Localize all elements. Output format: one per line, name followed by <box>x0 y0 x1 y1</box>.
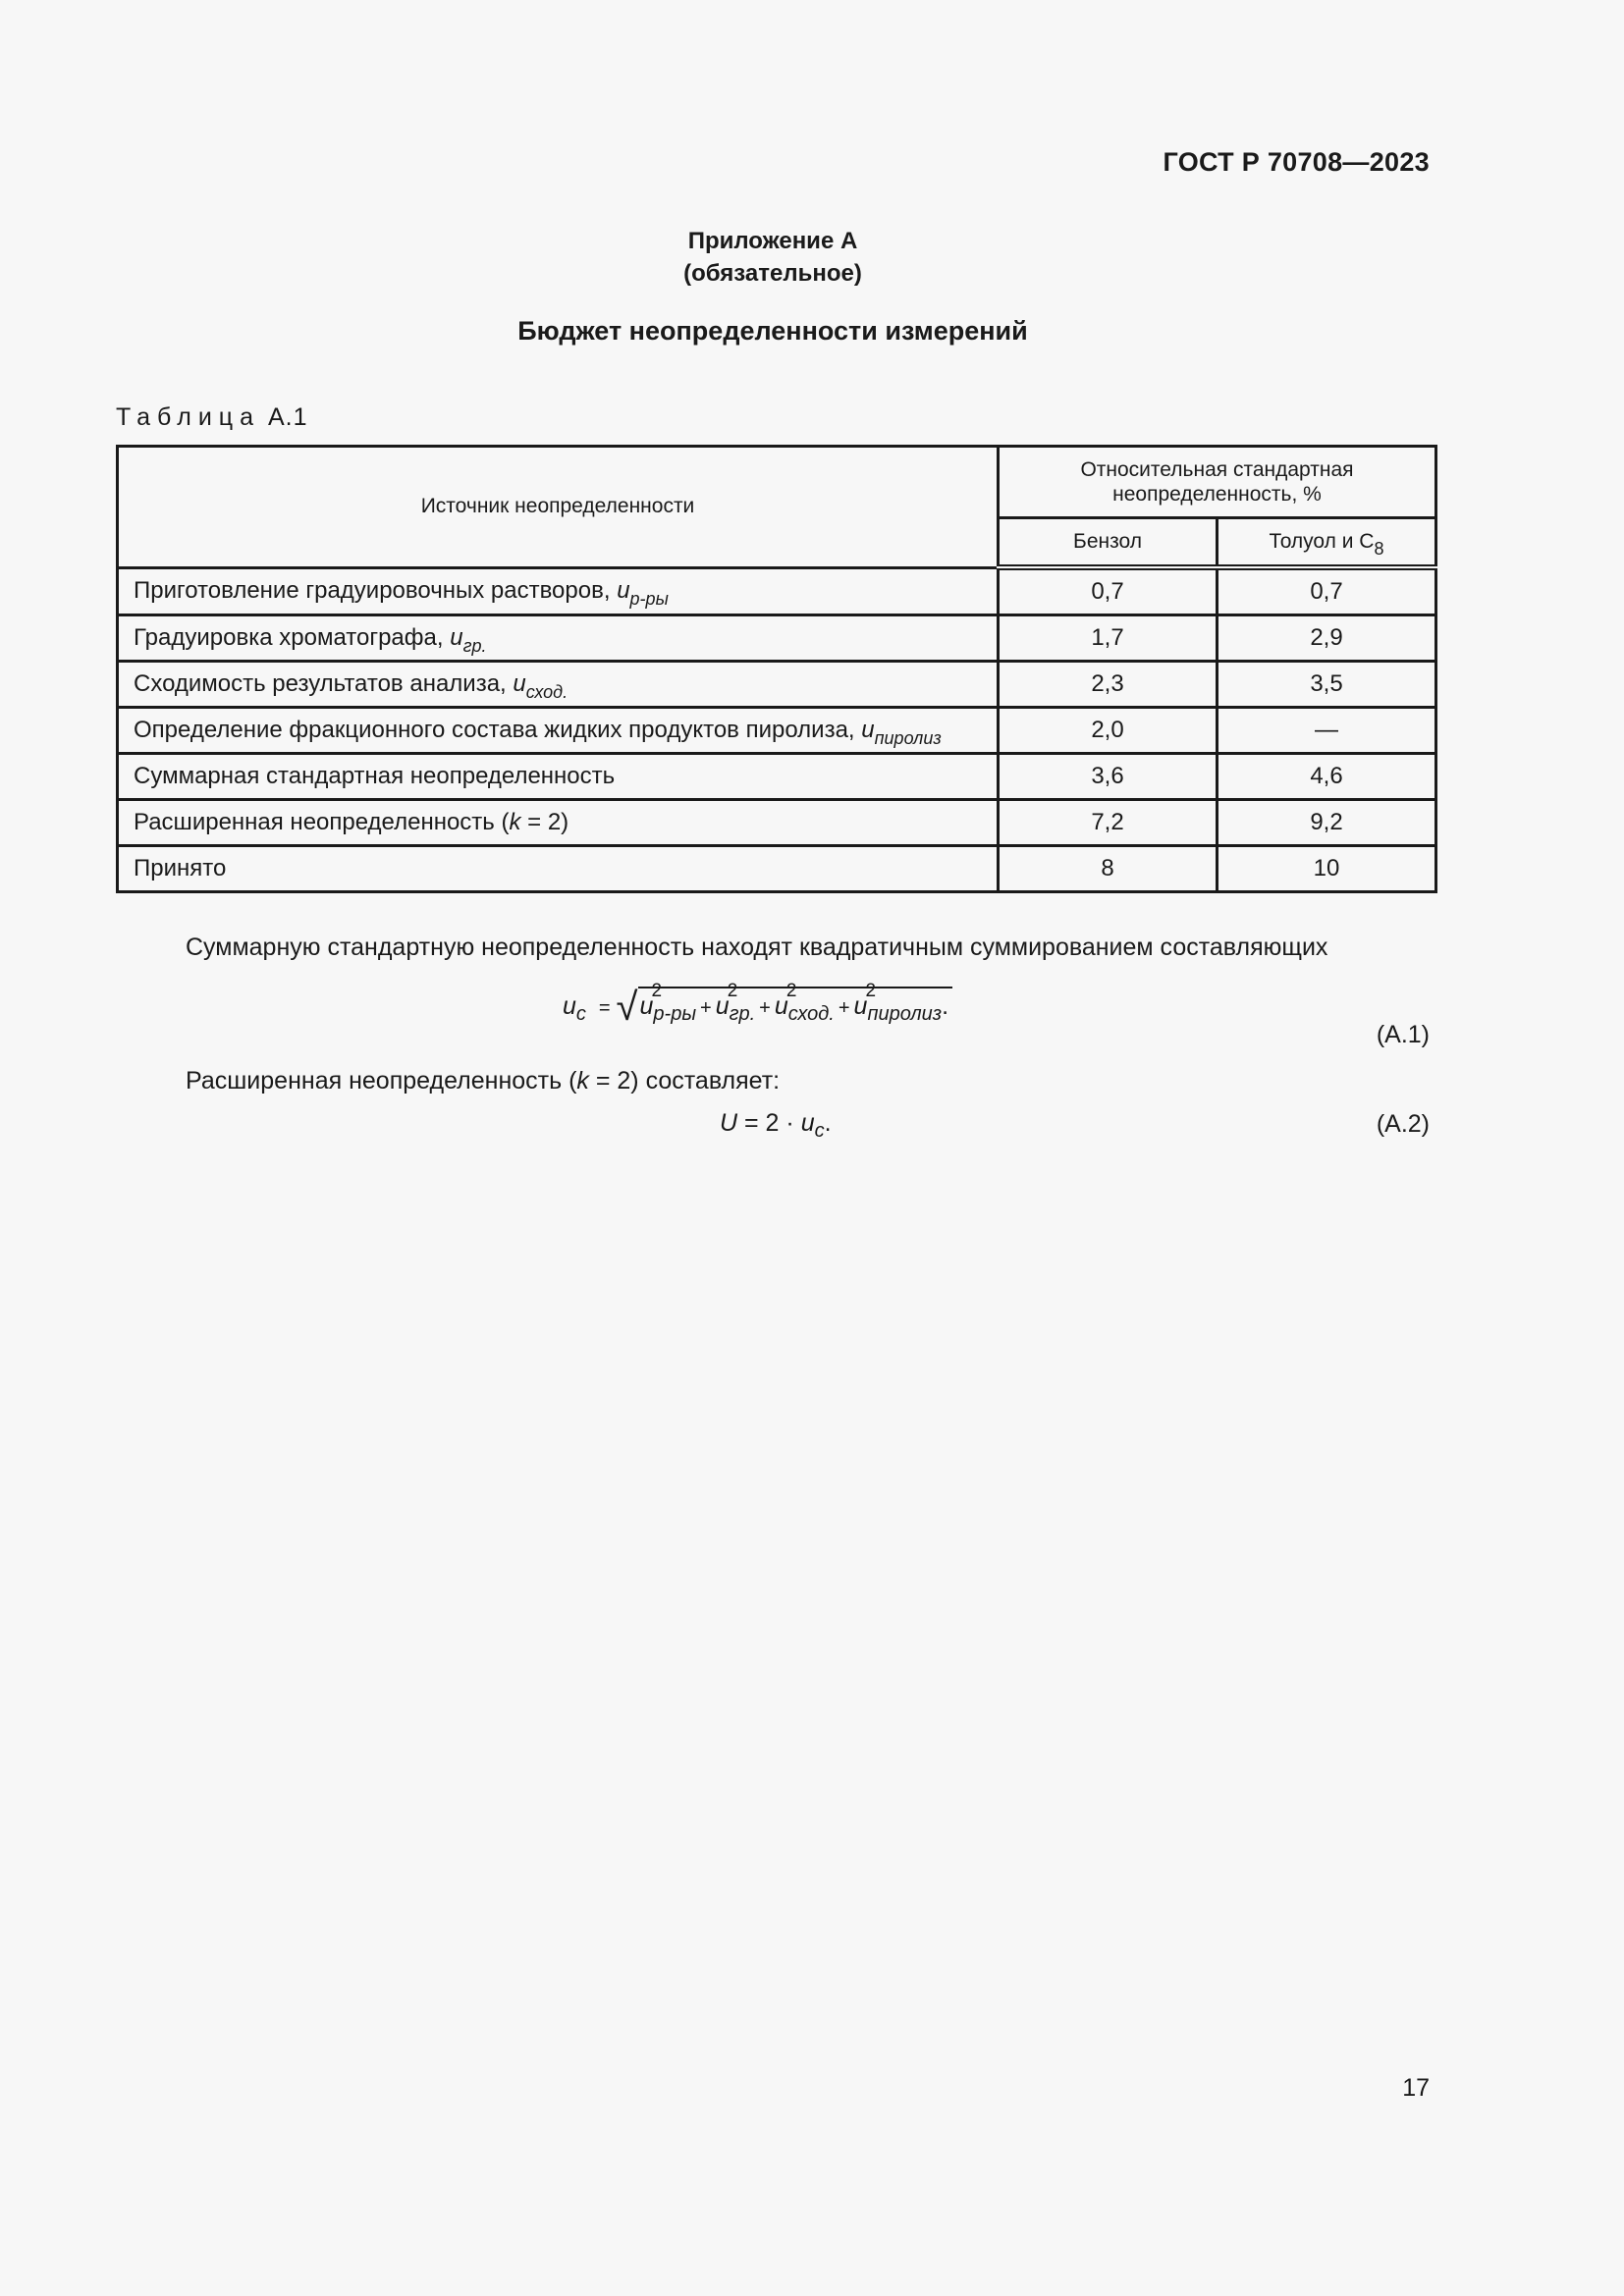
document-code: ГОСТ Р 70708—2023 <box>1163 147 1430 177</box>
header-relative-uncertainty: Относительная стандартная неопределенность, % <box>999 447 1436 518</box>
row-source: Суммарная стандартная неопределенность <box>118 754 999 800</box>
header-source: Источник неопределенности <box>118 447 999 568</box>
table-row <box>118 615 1436 662</box>
table-row <box>118 567 1436 615</box>
row-value-benzene: 8 <box>999 846 1218 892</box>
row-value-benzene: 2,0 <box>999 708 1218 754</box>
appendix-status: (обязательное) <box>683 260 862 287</box>
formula-expanded-uncertainty: $U = 2 \cdot u_c$. <box>720 1109 832 1142</box>
table-row <box>118 708 1436 754</box>
row-value-benzene: 3,6 <box>999 754 1218 800</box>
row-value-toluene: — <box>1218 708 1436 754</box>
section-title: Бюджет неопределенности измерений <box>517 316 1028 346</box>
uncertainty-budget-table <box>116 445 1437 893</box>
row-value-benzene: 2,3 <box>999 662 1218 708</box>
equation-number-a2: (А.2) <box>1376 1110 1430 1138</box>
row-value-benzene: 1,7 <box>999 615 1218 662</box>
row-source: Расширенная неопределенность (k = 2) <box>118 800 999 846</box>
table-caption <box>116 403 308 432</box>
row-value-toluene: 2,9 <box>1218 615 1436 662</box>
header-toluene-c8: Толуол и $C_8$ <box>1218 518 1436 568</box>
appendix-heading <box>0 225 1545 290</box>
paragraph-combined-uncertainty: Суммарную стандартную неопределенность находят квадратичным суммированием составляющих <box>186 934 1328 961</box>
row-source: Градуировка хроматографа, $u_{гр.}$ <box>118 615 999 662</box>
table-row <box>118 846 1436 892</box>
header-benzene: Бензол <box>999 518 1218 568</box>
row-value-toluene: 10 <box>1218 846 1436 892</box>
table-caption-word: Таблица <box>116 403 261 431</box>
table-row <box>118 662 1436 708</box>
row-value-benzene: 0,7 <box>999 567 1218 615</box>
row-source: Определение фракционного состава жидких продуктов пиролиза, $u_{пиролиз}$ <box>118 708 999 754</box>
row-source: Приготовление градуировочных растворов, $u_{р-ры}$ <box>118 567 999 615</box>
paragraph-expanded-uncertainty: Расширенная неопределенность (k = 2) составляет: <box>186 1067 781 1095</box>
page-number: 17 <box>1402 2074 1430 2102</box>
row-value-benzene: 7,2 <box>999 800 1218 846</box>
row-value-toluene: 9,2 <box>1218 800 1436 846</box>
row-value-toluene: 0,7 <box>1218 567 1436 615</box>
row-source: Принято <box>118 846 999 892</box>
equation-number-a1: (А.1) <box>1376 1021 1430 1048</box>
table-caption-number: А.1 <box>267 403 308 431</box>
table-row <box>118 800 1436 846</box>
formula-combined-uncertainty: $u_c = √u$ 2 $_{р-ры}$ + u 2 $_{гр.}$ + u 2 $_{сход.}$ + u 2 $_{пиролиз}$. <box>563 986 952 1030</box>
table-row <box>118 754 1436 800</box>
row-source: Сходимость результатов анализа, $u_{сход.}$ <box>118 662 999 708</box>
row-value-toluene: 3,5 <box>1218 662 1436 708</box>
appendix-title: Приложение А <box>687 228 858 254</box>
row-value-toluene: 4,6 <box>1218 754 1436 800</box>
